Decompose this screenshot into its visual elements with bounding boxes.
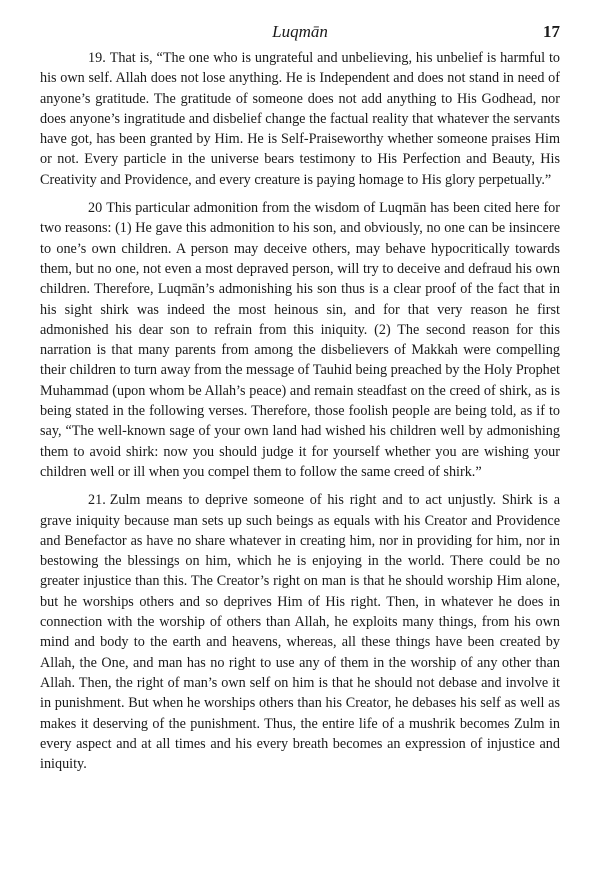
- note-21: [40, 490, 560, 774]
- running-head: [40, 18, 560, 48]
- note-text: That is, “The one who is ungrateful and unbelieving, his unbelief is harmful to his own self. Allah does not lose anything. He is Independent and does not stand in need of anyone’s gratitude. The gratitude of someone does not add anything to His Godhead, nor does anyone’s ingratitude and disbelief change the factual reality that whatever the servants have got, has been granted by Him. He is Self-Praiseworthy whether someone praises Him or not. Every particle in the universe bears testimony to His Perfection and Beauty, His Creativity and Providence, and every creature is paying homage to His glory perpetually.”: [40, 50, 560, 188]
- note-20: [40, 198, 560, 482]
- note-number: 19.: [88, 50, 106, 66]
- page-number: 17: [543, 22, 560, 41]
- running-title: Luqmān: [272, 22, 328, 41]
- note-text: This particular admonition from the wisdom of Luqmān has been cited here for two reasons: (1) He gave this admonition to his son, and obviously, no one can be insincere to one’s own children. A person may deceive others, may behave hypocritically towards them, but no one, not even a most depraved person, will try to deceive and defraud his own children. Therefore, Luqmān’s admonishing his son thus is a clear proof of the fact that in his sight shirk was indeed the most heinous sin, and for that very reason he first admonished his dear son to refrain from this iniquity. (2) The second reason for this narration is that many parents from among the disbelievers of Makkah were compelling their children to turn away from the message of Tauhid being preached by the Holy Prophet Muhammad (upon whom be Allah’s peace) and remain steadfast on the creed of shirk, as is being stated in the following verses. Therefore, those foolish people are being told, as if to say, “The well-known sage of your own land had wished his children well by admonishing them to avoid shirk: now you should judge it for yourself whether you are wishing your children well or ill when you compel them to follow the same creed of shirk.”: [40, 200, 560, 480]
- note-text: Zulm means to deprive someone of his right and to act unjustly. Shirk is a grave iniquity because man sets up such beings as equals with his Creator and Providence and Benefactor as have no share whatever in creating him, nor in providing for him, nor in bestowing the blessings on him, which he is enjoying in the world. There could be no greater injustice than this. The Creator’s right on man is that he should worship Him alone, but he worships others and so deprives Him of His right. Then, in whatever he does in connection with the worship of others than Allah, he exploits many things, from his own mind and body to the earth and heavens, whereas, all these things have been created by Allah, the One, and man has no right to use any of them in the worship of any other than Allah. Then, the right of man’s own self on him is that he should not debase and involve it in punishment. But when he worships others than his Creator, he debases his self as well as makes it deserving of the punishment. Thus, the entire life of a mushrik becomes Zulm in every aspect and at all times and his every breath becomes an expression of injustice and iniquity.: [40, 492, 560, 773]
- note-number: 21.: [88, 492, 106, 509]
- note-number: 20: [88, 200, 103, 217]
- note-19: [40, 48, 560, 190]
